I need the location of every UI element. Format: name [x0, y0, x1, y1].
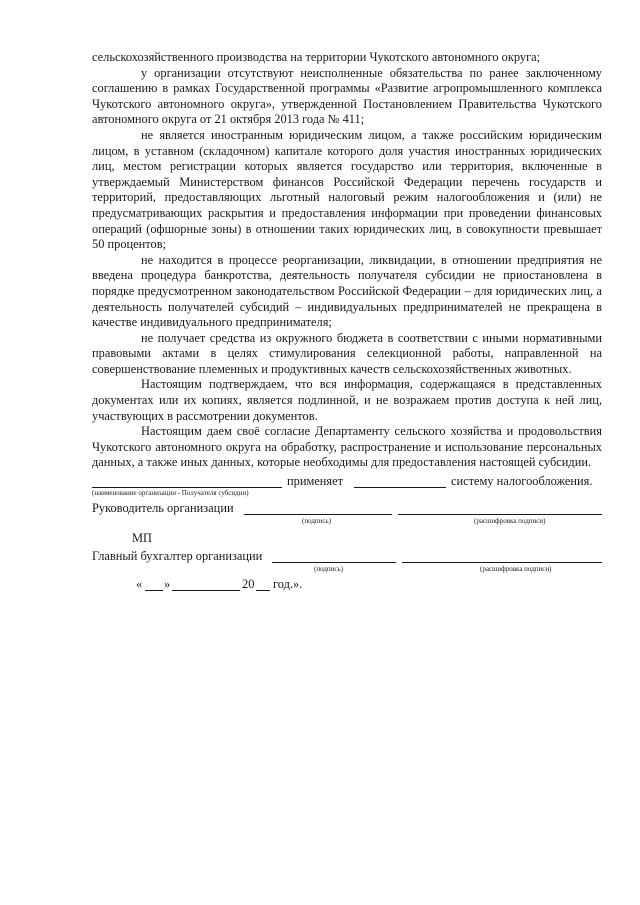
- head-label: Руководитель организации: [92, 501, 234, 516]
- organization-name-blank[interactable]: [92, 474, 282, 488]
- date-year-suffix: год.».: [273, 577, 303, 592]
- paragraph-5: не получает средства из окружного бюджета в соответствии с иными нормативными правовыми актами в целях стимулирования селекционной работы, направленной на совершенствование племенных и продуктивных качеств сельскохозяйственных животных.: [92, 330, 602, 376]
- tax-caption-row: [92, 490, 602, 499]
- paragraph-4: не находится в процессе реорганизации, ликвидации, в отношении предприятия не введена процедура банкротства, деятельность получателя субсидии не приостановлена в порядке предусмотренном законодательством Российской Федерации – для юридических лиц, а деятельность получателей субсидий – индивидуальных предпринимателей не прекращена в качестве индивидуального предпринимателя;: [92, 252, 602, 330]
- accountant-signature-blank[interactable]: [272, 549, 396, 563]
- accountant-decode-blank[interactable]: [402, 549, 602, 563]
- accountant-signature-line: [92, 549, 602, 565]
- paragraph-2: у организации отсутствуют неисполненные обязательства по ранее заключенному соглашению в рамках Государственной программы «Развитие агропромышленного комплекса Чукотского автономного округа», утвержденной Постановлением Правительства Чукотского автономного округа от 21 октября 2013 года № 411;: [92, 65, 602, 127]
- accountant-caption-row: [92, 565, 602, 575]
- date-year-prefix: 20: [242, 577, 255, 592]
- date-open-quote: «: [136, 577, 143, 592]
- applies-word: применяет: [287, 474, 344, 489]
- organization-name-caption: (наименование организации - Получателя субсидии): [92, 489, 249, 498]
- tax-system-line: [92, 474, 602, 490]
- head-signature-blank[interactable]: [244, 501, 392, 515]
- accountant-label: Главный бухгалтер организации: [92, 549, 263, 564]
- stamp-label: МП: [132, 531, 152, 546]
- date-month-blank[interactable]: [172, 577, 240, 591]
- tax-system-blank[interactable]: [354, 474, 446, 488]
- head-caption-row: [92, 517, 602, 527]
- paragraph-7: Настоящим даем своё согласие Департаменту сельского хозяйства и продовольствия Чукотского автономного округа на обработку, распространение и использование персональных данных, а также иных данных, которые необходимы для предоставления настоящей субсидии.: [92, 424, 602, 470]
- stamp-row: [92, 531, 602, 547]
- date-line: [92, 577, 602, 593]
- paragraph-3: не является иностранным юридическим лицом, а также российским юридическим лицом, в уставном (складочном) капитале которого доля участия иностранных юридических лиц, местом регистрации которых является государство или территория, включенные в утверждаемый Министерством финансов Российской Федерации перечень государств и территорий, предоставляющих льготный налоговый режим налогообложения и (или) не предусматривающих раскрытия и предоставления информации при проведении финансовых операций (офшорные зоны) в отношении таких юридических лиц, в совокупности превышает 50 процентов;: [92, 127, 602, 252]
- paragraph-1: сельскохозяйственного производства на территории Чукотского автономного округа;: [92, 50, 541, 64]
- accountant-decode-caption: (расшифровка подписи): [480, 565, 552, 574]
- accountant-sign-caption: (подпись): [314, 565, 344, 574]
- head-signature-line: [92, 501, 602, 517]
- date-close-quote: »: [164, 577, 171, 592]
- head-decode-caption: (расшифровка подписи): [474, 517, 546, 526]
- tax-system-word: систему налогообложения.: [451, 474, 593, 489]
- paragraph-6: Настоящим подтверждаем, что вся информация, содержащаяся в представленных документах или их копиях, является подлинной, и не возражаем против доступа к ней лиц, участвующих в рассмотрении документов.: [92, 377, 602, 423]
- date-day-blank[interactable]: [145, 577, 163, 591]
- document-page: [92, 50, 602, 593]
- head-decode-blank[interactable]: [398, 501, 602, 515]
- head-sign-caption: (подпись): [302, 517, 332, 526]
- date-year-blank[interactable]: [256, 577, 270, 591]
